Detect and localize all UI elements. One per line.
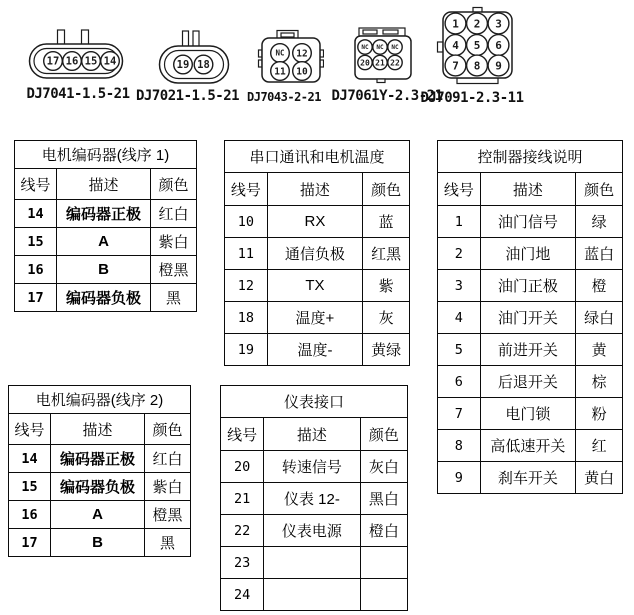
table-instrument-interface — [220, 385, 408, 611]
table-controller-wiring — [437, 140, 623, 494]
col-header-color: 颜色 — [151, 169, 197, 200]
cell-description: 编码器负极 — [57, 284, 151, 312]
table-row — [9, 529, 191, 557]
table-row — [438, 302, 623, 334]
cell-color: 灰 — [363, 302, 410, 334]
cell-wire-number: 3 — [438, 270, 481, 302]
cell-color: 橙黑 — [145, 501, 191, 529]
table-row — [9, 445, 191, 473]
cell-wire-number: 10 — [225, 206, 268, 238]
pin-label: 20 — [360, 58, 370, 68]
cell-color — [360, 579, 407, 611]
cell-wire-number: 20 — [221, 451, 264, 483]
connector-2pin-oval-diagram — [156, 28, 232, 84]
table-header-row — [221, 418, 408, 451]
pin-label: 22 — [390, 58, 400, 68]
pin-label: 12 — [296, 48, 308, 60]
connector-9pin-square-diagram — [436, 6, 518, 86]
connector-part-number: DJ7041-1.5-21 — [26, 86, 130, 102]
cell-wire-number: 23 — [221, 547, 264, 579]
pin-label: 15 — [84, 55, 98, 68]
pin-label: 18 — [197, 59, 210, 71]
pin-label: 17 — [46, 55, 60, 68]
connector-bottom-tab — [457, 78, 498, 84]
cell-wire-number: 1 — [438, 206, 481, 238]
pin-label: 3 — [495, 17, 502, 31]
cell-description — [264, 547, 361, 579]
connector-top-key-inner — [383, 30, 398, 34]
cell-color: 黑 — [151, 284, 197, 312]
cell-description: 电门锁 — [480, 398, 576, 430]
table-title: 仪表接口 — [221, 386, 408, 418]
cell-description: 后退开关 — [480, 366, 576, 398]
cell-color: 黑 — [145, 529, 191, 557]
cell-color: 黄白 — [576, 462, 623, 494]
cell-color: 红白 — [145, 445, 191, 473]
cell-color: 紫白 — [145, 473, 191, 501]
table-row — [221, 483, 408, 515]
pin-label: 9 — [495, 59, 502, 73]
pin-label: 5 — [473, 38, 481, 52]
table-header-row — [225, 173, 410, 206]
table-header-row — [438, 173, 623, 206]
table-header-row — [15, 169, 197, 200]
pin-label: 10 — [296, 66, 308, 78]
table-row — [438, 270, 623, 302]
cell-wire-number: 16 — [9, 501, 51, 529]
pin-label: NC — [376, 44, 384, 51]
cell-color: 蓝白 — [576, 238, 623, 270]
cell-wire-number: 19 — [225, 334, 268, 366]
table-row — [221, 515, 408, 547]
cell-wire-number: 7 — [438, 398, 481, 430]
table-row — [221, 547, 408, 579]
cell-description: 前进开关 — [480, 334, 576, 366]
connector-dj7091 — [420, 6, 524, 106]
table-row — [438, 238, 623, 270]
pin-label: 2 — [473, 17, 481, 31]
connector-4pin-oval-diagram — [24, 28, 132, 82]
connector-part-number: DJ7061Y-2.3-21 — [331, 88, 443, 104]
table-row — [225, 270, 410, 302]
cell-description: 仪表电源 — [264, 515, 361, 547]
cell-color: 粉 — [576, 398, 623, 430]
table-row — [15, 200, 197, 228]
cell-color: 绿白 — [576, 302, 623, 334]
cell-color: 橙白 — [360, 515, 407, 547]
cell-description: 通信负极 — [267, 238, 363, 270]
cell-wire-number: 2 — [438, 238, 481, 270]
cell-description: 仪表 12- — [264, 483, 361, 515]
cell-color: 黄 — [576, 334, 623, 366]
cell-color: 棕 — [576, 366, 623, 398]
cell-description: 刹车开关 — [480, 462, 576, 494]
table-row — [438, 398, 623, 430]
cell-wire-number: 22 — [221, 515, 264, 547]
col-header-wire-number: 线号 — [15, 169, 57, 200]
connector-tab — [193, 31, 199, 47]
col-header-wire-number: 线号 — [438, 173, 481, 206]
connector-dj7041 — [24, 28, 132, 102]
cell-color: 绿 — [576, 206, 623, 238]
connector-body — [262, 38, 320, 82]
pin-label: 8 — [473, 59, 481, 73]
cell-description: 油门正极 — [480, 270, 576, 302]
cell-wire-number: 6 — [438, 366, 481, 398]
connector-dj7043 — [244, 28, 324, 104]
col-header-wire-number: 线号 — [9, 414, 51, 445]
table-row — [9, 473, 191, 501]
table-row — [438, 366, 623, 398]
table-row — [438, 462, 623, 494]
cell-description: 编码器负极 — [51, 473, 145, 501]
pin-label: 11 — [274, 66, 286, 78]
cell-description: B — [51, 529, 145, 557]
table-row — [438, 206, 623, 238]
col-header-description: 描述 — [51, 414, 145, 445]
cell-color: 红 — [576, 430, 623, 462]
col-header-description: 描述 — [264, 418, 361, 451]
table-header-row — [9, 414, 191, 445]
connector-top-key-inner — [363, 30, 377, 34]
cell-wire-number: 12 — [225, 270, 268, 302]
connector-side-lug — [438, 42, 444, 52]
pin-label: 16 — [65, 55, 79, 68]
cell-color: 蓝 — [363, 206, 410, 238]
cell-wire-number: 18 — [225, 302, 268, 334]
cell-wire-number: 14 — [9, 445, 51, 473]
cell-wire-number: 17 — [9, 529, 51, 557]
cell-description: A — [51, 501, 145, 529]
pin-label: 19 — [176, 59, 190, 71]
col-header-color: 颜色 — [576, 173, 623, 206]
table-title: 电机编码器(线序 1) — [15, 141, 197, 169]
cell-color: 黑白 — [360, 483, 407, 515]
connector-tab — [183, 31, 189, 47]
cell-color: 红黑 — [363, 238, 410, 270]
cell-color: 红白 — [151, 200, 197, 228]
cell-wire-number: 4 — [438, 302, 481, 334]
cell-wire-number: 9 — [438, 462, 481, 494]
cell-color: 紫 — [363, 270, 410, 302]
table-title-row — [15, 141, 197, 169]
col-header-color: 颜色 — [360, 418, 407, 451]
pin-label: 14 — [103, 55, 117, 68]
col-header-color: 颜色 — [145, 414, 191, 445]
cell-description: RX — [267, 206, 363, 238]
cell-description — [264, 579, 361, 611]
cell-description: 温度+ — [267, 302, 363, 334]
col-header-description: 描述 — [267, 173, 363, 206]
connector-part-number: DJ7021-1.5-21 — [136, 88, 240, 104]
table-row — [225, 238, 410, 270]
table-row — [225, 334, 410, 366]
connector-dj7021 — [136, 28, 240, 104]
cell-wire-number: 24 — [221, 579, 264, 611]
table-row — [15, 256, 197, 284]
table-title-row — [438, 141, 623, 173]
table-title-row — [9, 386, 191, 414]
cell-wire-number: 15 — [15, 228, 57, 256]
cell-description: B — [57, 256, 151, 284]
table-title: 串口通讯和电机温度 — [225, 141, 410, 173]
col-header-wire-number: 线号 — [225, 173, 268, 206]
connector-part-number: DJ7043-2-21 — [247, 90, 321, 104]
table-title-row — [221, 386, 408, 418]
cell-color: 灰白 — [360, 451, 407, 483]
connector-6pin-square-diagram — [350, 26, 424, 84]
table-motor-encoder-seq2 — [8, 385, 191, 557]
table-title-row — [225, 141, 410, 173]
table-row — [438, 430, 623, 462]
connector-part-number: DJ7091-2.3-11 — [420, 90, 524, 106]
pin-label: 7 — [452, 59, 459, 73]
pin-label: 4 — [452, 38, 459, 52]
col-header-color: 颜色 — [363, 173, 410, 206]
cell-description: 转速信号 — [264, 451, 361, 483]
table-row — [225, 302, 410, 334]
cell-wire-number: 11 — [225, 238, 268, 270]
cell-color: 橙黑 — [151, 256, 197, 284]
cell-wire-number: 17 — [15, 284, 57, 312]
table-title: 电机编码器(线序 2) — [9, 386, 191, 414]
table-row — [221, 451, 408, 483]
cell-wire-number: 15 — [9, 473, 51, 501]
pin-label: NC — [361, 44, 369, 51]
cell-wire-number: 5 — [438, 334, 481, 366]
cell-description: 油门开关 — [480, 302, 576, 334]
col-header-wire-number: 线号 — [221, 418, 264, 451]
cell-description: 温度- — [267, 334, 363, 366]
cell-color: 橙 — [576, 270, 623, 302]
cell-color: 黄绿 — [363, 334, 410, 366]
cell-color — [360, 547, 407, 579]
table-serial-motor-temp — [224, 140, 410, 366]
cell-wire-number: 8 — [438, 430, 481, 462]
cell-wire-number: 14 — [15, 200, 57, 228]
table-row — [221, 579, 408, 611]
table-row — [15, 284, 197, 312]
cell-description: 编码器正极 — [51, 445, 145, 473]
table-row — [15, 228, 197, 256]
table-row — [438, 334, 623, 366]
cell-color: 紫白 — [151, 228, 197, 256]
pin-label: 21 — [375, 58, 385, 68]
cell-wire-number: 21 — [221, 483, 264, 515]
cell-description: 高低速开关 — [480, 430, 576, 462]
cell-description: TX — [267, 270, 363, 302]
pin-label: NC — [391, 44, 399, 51]
table-row — [225, 206, 410, 238]
cell-description: 油门信号 — [480, 206, 576, 238]
connector-bottom-stem — [377, 79, 385, 83]
cell-description: 油门地 — [480, 238, 576, 270]
cell-wire-number: 16 — [15, 256, 57, 284]
col-header-description: 描述 — [480, 173, 576, 206]
table-title: 控制器接线说明 — [438, 141, 623, 173]
table-motor-encoder-seq1 — [14, 140, 197, 312]
col-header-description: 描述 — [57, 169, 151, 200]
connector-top-key-inner — [281, 33, 294, 37]
cell-description: 编码器正极 — [57, 200, 151, 228]
table-row — [9, 501, 191, 529]
cell-description: A — [57, 228, 151, 256]
pin-label: NC — [275, 48, 285, 58]
connector-4pin-square-diagram — [244, 28, 324, 86]
pin-label: 6 — [495, 38, 502, 52]
pin-label: 1 — [452, 17, 459, 31]
